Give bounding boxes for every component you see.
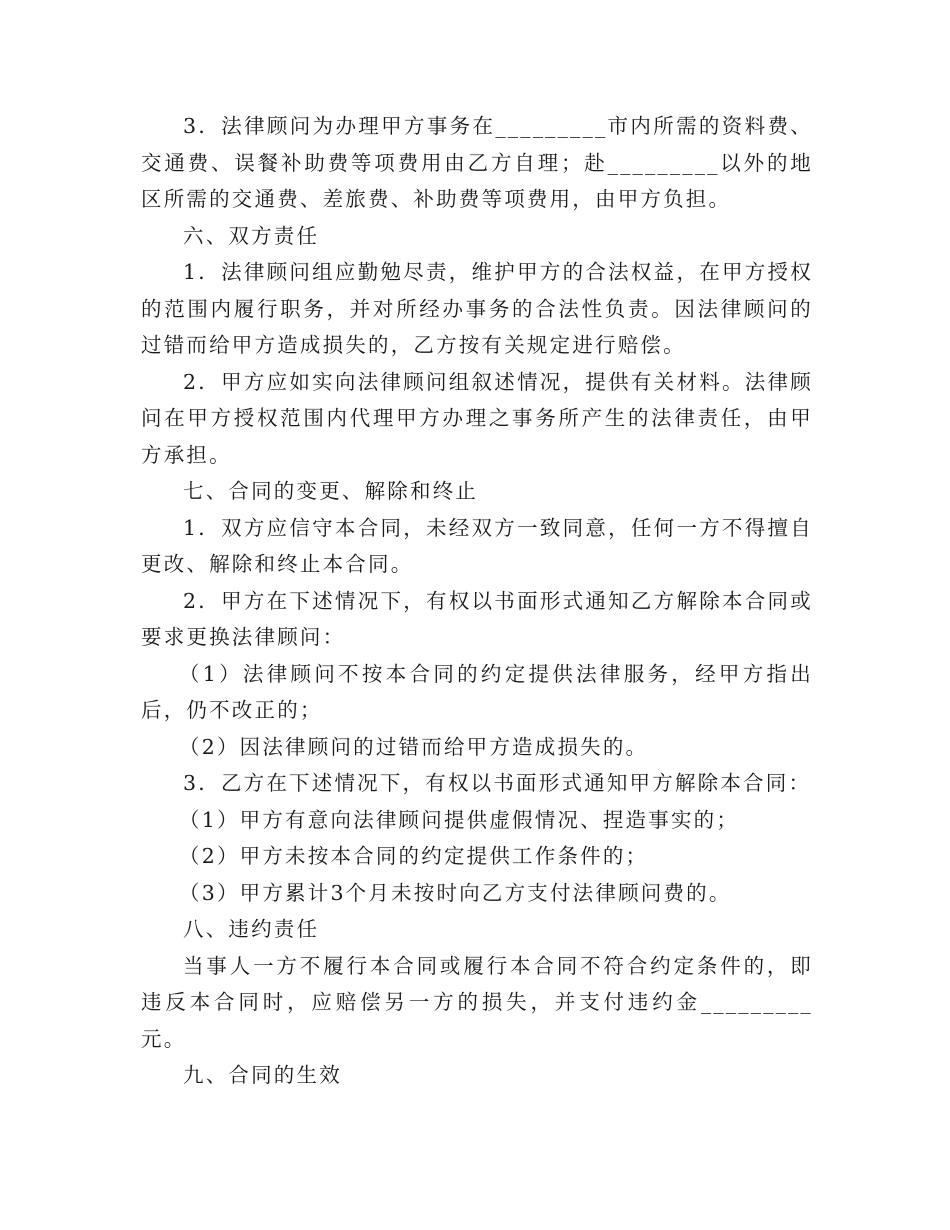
clause-7-3-item-3: （3）甲方累计3个月未按时向乙方支付法律顾问费的。 <box>179 880 732 905</box>
clause-7-2: 2．甲方在下述情况下，有权以书面形式通知乙方解除本合同或要求更换法律顾问： <box>141 588 813 649</box>
clause-7-2-item-1: （1）法律顾问不按本合同的约定提供法律服务，经甲方指出后，仍不改正的； <box>141 661 813 722</box>
clause-7-3: 3．乙方在下述情况下，有权以书面形式通知甲方解除本合同： <box>183 771 812 795</box>
section-heading-8: 八、违约责任 <box>183 917 320 941</box>
clause-7-3-item-2: （2）甲方未按本合同的约定提供工作条件的； <box>179 844 649 868</box>
document-body <box>141 108 813 1094</box>
clause-7-2-item-2: （2）因法律顾问的过错而给甲方造成损失的。 <box>179 734 649 759</box>
section-heading-6: 六、双方责任 <box>183 223 320 248</box>
section-heading-7: 七、合同的变更、解除和终止 <box>183 479 479 503</box>
clause-8-breach: 当事人一方不履行本合同或履行本合同不符合约定条件的，即违反本合同时，应赔偿另一方的损失，并支付违约金_________元。 <box>141 953 813 1051</box>
clause-7-3-item-1: （1）甲方有意向法律顾问提供虚假情况、捏造事实的； <box>179 807 740 832</box>
clause-5-3-expenses: 3．法律顾问为办理甲方事务在_________市内所需的资料费、交通费、误餐补助费等项费用由乙方自理；赴_________以外的地区所需的交通费、差旅费、补助费等项费用，由甲方负担。 <box>141 114 813 211</box>
clause-6-2: 2．甲方应如实向法律顾问组叙述情况，提供有关材料。法律顾问在甲方授权范围内代理甲方办理之事务所产生的法律责任，由甲方承担。 <box>141 369 813 467</box>
clause-6-1: 1．法律顾问组应勤勉尽责，维护甲方的合法权益，在甲方授权的范围内履行职务，并对所经办事务的合法性负责。因法律顾问的过错而给甲方造成损失的，乙方按有关规定进行赔偿。 <box>141 260 813 357</box>
clause-7-1: 1．双方应信守本合同，未经双方一致同意，任何一方不得擅自更改、解除和终止本合同。 <box>141 515 813 576</box>
section-heading-9: 九、合同的生效 <box>183 1063 342 1087</box>
